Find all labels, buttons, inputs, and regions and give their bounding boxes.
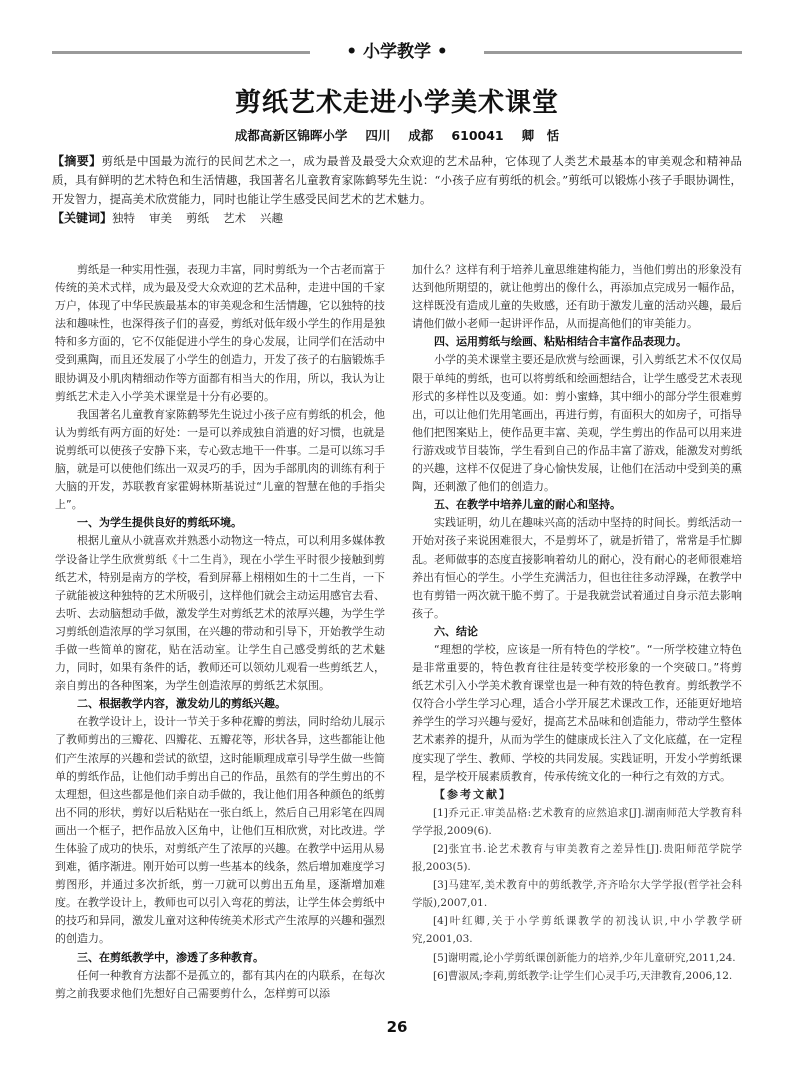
body-column-right [412,261,742,985]
section-heading: 二、根据教学内容，激发幼儿的剪纸兴趣。 [77,697,286,711]
body-paragraph: 我国著名儿童教育家陈鹤琴先生说过小孩子应有剪纸的机会，他认为剪纸有两方面的好处：一是可以养成独自消遣的好习惯，也就是说剪纸可以使孩子安静下来，专心致志地干一件事。二是可以练习手脑，就是可以使他们练出一双灵巧的手，因为手部肌肉的训练有利于大脑的开发，苏联教育家霍姆林斯基说过“儿童的智慧在他的手指尖上”。 [55,407,385,512]
abstract-tag: 【摘要】 [52,154,102,168]
abstract-block [52,152,742,228]
keyword: 审美 [149,211,173,225]
body-paragraph: 剪纸是一种实用性强，表现力丰富，同时剪纸为一个古老而富于传统的美术式样，成为最及受大众欢迎的艺术品种，走进中国的千家万户，体现了中华民族最基本的审美观念和生活情趣，它以独特的技法和趣味性，也深得孩子们的喜爱，剪纸对低年级小学生的作用是独特和多方面的，它不仅能促进小学生的身心发展，让同学们在活动中受到熏陶，而且还发展了小学生的创造力，开发了孩子的右脑锻炼手眼协调及小肌肉精细动作等方面都有相当大的作用，所以，我认为让剪纸艺术走入小学美术课堂是十分有必要的。 [55,263,385,403]
header-rule-right [484,51,742,54]
header-rule-left [52,51,310,54]
page-number: 26 [386,1018,408,1036]
body-paragraph: 实践证明，幼儿在趣味兴高的活动中坚持的时间长。剪纸活动一开始对孩子来说困难很大，不是剪坏了，就是折错了，常常是手忙脚乱。老师做事的态度直接影响着幼儿的耐心，没有耐心的老师很难培养出有恒心的学生。小学生充满活力，但也往往多动浮躁，在教学中也有剪错一两次就干脆不剪了。于是我就尝试着通过自身示范去影响孩子。 [412,516,742,620]
reference-item: [5]谢明霞,论小学剪纸课创新能力的培养,少年儿童研究,2011,24. [433,951,736,964]
keywords-tag: 【关键词】 [52,211,113,225]
reference-item: [2]张宜书.论艺术教育与审美教育之差异性[J].贵阳师范学院学报,2003(5). [412,843,742,874]
reference-item: [1]乔元正.审美品格:艺术教育的应然追求[J].湖南师范大学教育科学学报,2009(6). [412,806,742,837]
section-heading: 一、为学生提供良好的剪纸环境。 [77,516,242,530]
section-heading: 六、结论 [434,624,478,638]
reference-item: [4]叶红卿,关于小学剪纸课教学的初浅认识,中小学教学研究,2001,03. [412,915,742,946]
keywords-paragraph [52,209,742,228]
author-line [0,126,794,144]
author-province: 四川 [365,128,391,143]
keyword: 艺术 [223,211,247,225]
body-paragraph: 加什么？这样有利于培养儿童思维建构能力，当他们剪出的形象没有达到他所期望的，就让他剪出的像什么，再添加点完成另一幅作品，这样既没有造成儿童的失败感，还有助于激发儿童的活动兴趣，最后请他们做小老师一起讲评作品，从而提高他们的审美能力。 [412,263,742,331]
keyword: 剪纸 [186,211,210,225]
section-heading: 三、在剪纸教学中，渗透了多种教育。 [77,950,264,964]
body-paragraph: 任何一种教育方法都不是孤立的，都有其内在的内联系，在每次剪之前我要求他们先想好自己需要剪什么，怎样剪可以添 [55,968,385,1000]
body-column-left [55,261,385,1003]
keyword: 兴趣 [260,211,284,225]
abstract-text: 剪纸是中国最为流行的民间艺术之一，成为最普及最受大众欢迎的艺术品种，它体现了人类艺术最基本的审美观念和精神品质，具有鲜明的艺术特色和生活情趣，我国著名儿童教育家陈鹤琴先生说：“小孩子应有剪纸的机会。”剪纸可以锻炼小孩子手眼协调性，开发智力，提高美术欣赏能力，同时也能让学生感受民间艺术的艺术魅力。 [52,154,742,206]
section-heading: 四、运用剪纸与绘画、粘贴相结合丰富作品表现力。 [434,335,687,349]
article-title: 剪纸艺术走进小学美术课堂 [234,88,559,118]
body-paragraph: “理想的学校，应该是一所有特色的学校”。“一所学校建立特色是非常重要的，特色教育往往是转变学校形象的一个突破口。”将剪纸艺术引入小学美术教育课堂也是一种有效的特色教育。剪纸教学不仅符合小学生学习心理，适合小学开展艺术课改工作，还能更好地培养学生的学习兴趣与爱好，提高艺术品味和创造能力，带动学生整体艺术素养的提升，从而为学生的健康成长注入了文化底蕴，在一定程度实现了学生、教师、学校的共同发展。实践证明，开发小学剪纸课程，是学校开展素质教育，传承传统文化的一种行之有效的方式。 [412,642,742,783]
section-header [52,40,742,64]
body-paragraph: 在教学设计上，设计一节关于多种花瓣的剪法，同时给幼儿展示了教师剪出的三瓣花、四瓣花、五瓣花等，形状各异，这些都能让他们产生浓厚的兴趣和尝试的欲望，这时能顺理成章引导学生做一些简单的剪纸作品，让他们动手剪出自己的作品，虽然有的学生剪出的不太理想，但这些都是他们亲自动手做的，我让他们用各种颜色的纸剪出不同的形状，剪好以后粘贴在一张白纸上，然后自己用彩笔在四周画出一个框子，把作品放入区角中，让他们互相欣赏，对比改进。学生体验了成功的快乐，对剪纸产生了浓厚的兴趣。在教学中运用从易到难，循序渐进。刚开始可以剪一些基本的线条，然后增加难度学习剪图形，并通过多次折纸，剪一刀就可以剪出五角星，逐渐增加难度。在教学设计上，教师也可以引入弯花的剪法，让学生体会剪纸中的技巧和异同，激发儿童对这种传统美术形式产生浓厚的兴趣和强烈的创造力。 [55,715,385,946]
author-name: 卿 恬 [521,128,560,143]
abstract-paragraph [52,152,742,209]
body-paragraph: 根据儿童从小就喜欢并熟悉小动物这一特点，可以利用多媒体教学设备让学生欣赏剪纸《十二生肖》，现在小学生平时很少接触到剪纸艺术，特别是南方的学校，看到屏幕上栩栩如生的十二生肖，一下子就能被这种独特的艺术所吸引，这样他们就会主动运用感官去看、去听、去动脑想动手做，激发学生对剪纸艺术的浓厚兴趣，为学生学习剪纸创造浓厚的学习氛围，在兴趣的带动和引导下，开始教学生动手做一些简单的窗花，贴在活动室。让学生自己感受剪纸的艺术魅力，同时，如果有条件的话，教师还可以领幼儿观看一些剪纸艺人，亲自剪出的各种图案，为学生创造浓厚的剪纸艺术氛围。 [55,534,385,693]
author-org: 成都高新区锦晖小学 [234,128,348,143]
keyword: 独特 [112,211,136,225]
reference-item: [3]马建军,美术教育中的剪纸教学,齐齐哈尔大学学报(哲学社会科学版),2007,01. [412,879,742,910]
reference-item: [6]曹淑凤;李莉,剪纸教学:让学生们心灵手巧,天津教育,2006,12. [433,969,733,982]
body-paragraph: 小学的美术课堂主要还是欣赏与绘画课，引入剪纸艺术不仅仅局限于单纯的剪纸，也可以将剪纸和绘画想结合，让学生感受艺术表现形式的多样性以及变通。如：剪小蜜蜂，其中细小的部分学生很难剪出，可以让他们先用笔画出，再进行剪，有面积大的如房子，可指导他们把图案贴上，使作品更丰富、美观，学生剪出的作品可以用来进行游戏或节目装饰，学生看到自己的作品丰富了游戏，能激发对剪纸的兴趣，这样不仅促进了身心愉快发展，让他们在活动中受到美的熏陶，还刺激了他们的创造力。 [412,353,742,494]
references-heading: 【参考文献】 [434,787,512,801]
author-city: 成都 [408,128,434,143]
section-label: • 小学教学 • [346,42,448,62]
section-heading: 五、在教学中培养儿童的耐心和坚持。 [434,498,621,512]
author-postcode: 610041 [451,128,504,143]
